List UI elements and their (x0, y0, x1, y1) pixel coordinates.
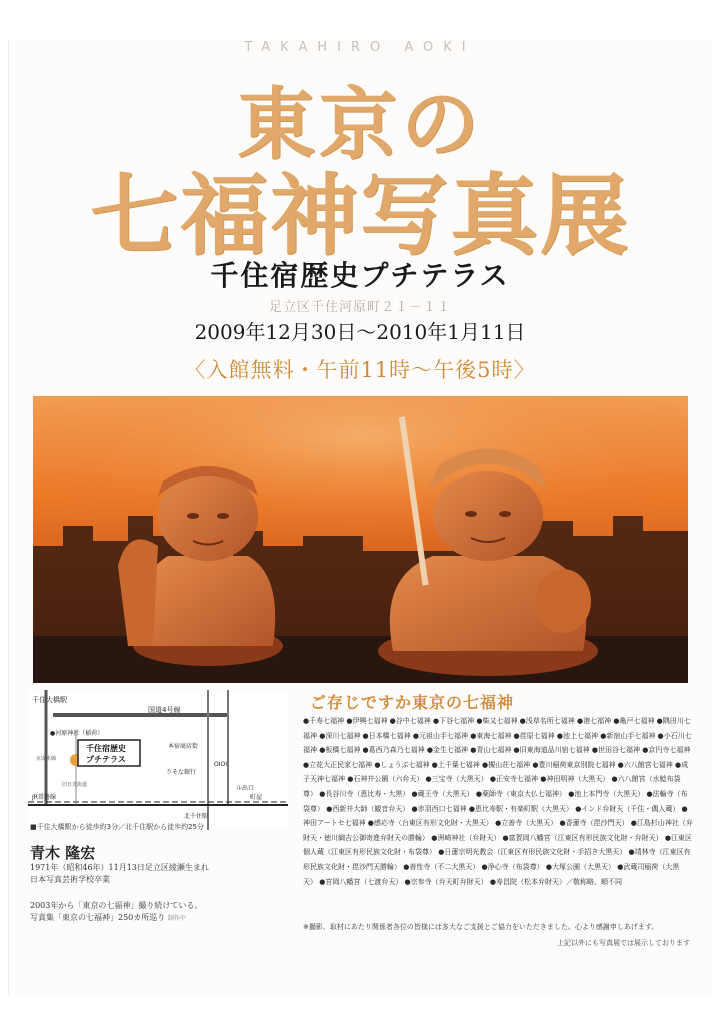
map-label-line2: 旧日光街道 (62, 782, 88, 788)
map-label-venue-1: 千住宿歴史 (86, 744, 126, 753)
project-line1: 2003年から「東京の七福神」撮り続けている。 (30, 901, 203, 910)
map-label-line1: 京成本線 (36, 756, 57, 762)
bio-line2: 日本写真芸術学校卒業 (30, 875, 110, 884)
map-label-bank: りそな銀行 (166, 769, 197, 776)
shrine-section-title: ご存じですか東京の七福神 (310, 693, 515, 712)
map-label-route: 国道4号線 (148, 706, 181, 714)
map-label-exit: ル出口 (236, 785, 255, 792)
venue-address: 足立区千住河原町２１－１１ (268, 300, 451, 315)
opening-hours: 〈入館無料・午前11時～午後5時〉 (184, 358, 536, 382)
map-label-jr-line: JR常磐線 (32, 794, 56, 801)
photographer-project (30, 900, 290, 925)
exhibition-dates: 2009年12月30日～2010年1月11日 (194, 320, 526, 344)
map-label-store: OIOI (214, 761, 227, 768)
access-info: ■千住大橋駅から徒歩約3分／北千住駅から徒歩約25分 (30, 823, 204, 831)
access-map (28, 690, 288, 840)
map-label-station-top: 千住大橋駅 (32, 696, 67, 704)
acknowledgement-note: ※撮影、取材にあたり関係者各位の皆様には多大なご支援とご協力をいただきました。心より感謝申しあげます。 (303, 923, 659, 931)
map-label-station-bottom: 北千住駅 (184, 813, 209, 820)
hero-photo-fukujin-statues (33, 396, 688, 683)
map-label-river: 町屋 (250, 794, 263, 801)
title-line2: 七福神写真展 (89, 163, 630, 267)
venue-name: 千住宿歴史プチテラス (210, 259, 510, 292)
project-suffix: 制作中 (167, 915, 186, 922)
map-label-shrine: ●河原神社（稲荷） (50, 730, 104, 737)
title-line1: 東京の (236, 79, 483, 170)
map-label-district: 本宿商店街 (168, 743, 199, 750)
photographer-bio (30, 862, 290, 886)
photographer-name: 青木 隆宏 (30, 844, 96, 862)
footnote: 上記以外にも写真展では展示しております (557, 939, 690, 947)
bio-line1: 1971年（昭和46年）11月13日足立区綾瀬生まれ (30, 863, 209, 872)
project-line2: 写真集「東京の七福神」250カ所巡り (30, 913, 166, 922)
shrine-list: ●千寿七福神 ●伊興七福神 ●谷中七福神 ●下谷七福神 ●柴又七福神 ●浅草名所七福神 ●港七福神 ●亀戸七福神 ●隅田川七福神 ●深川七福神 ●日本橋七福神 ●元祖山手七福神 ●東海七福神 ●荏原七福神 ●池上七福神 ●新宿山手七福神 ●小石川七福神 ●板橋七福神 ●葛西乃森乃七福神 ●金生七福神 ●青山七福神 ●旧東海道品川宿七福神 ●世田谷七福神 ●京円寺七福神 ●立花大正民家七福神 ●しょうぶ七福神 ●上千葉七福神 ●槻山荘七福神 ●豊川稲荷東京別院七福神 ●六八館宮七福神 ●成子天神七福神 ●石神井公園（六弁天） ●三宝寺（大黒天） ●正安寺七福神 ●神田明神（大黒天） ●六八館宮（水鯰布袋尊） ●長谷川寺（恵比寿・大黒） ●蔵王寺（大黒天） ●薬師寺（東京大仏七福神） ●池上本門寺（大黒天） ●法輪寺（布袋尊） ●西新井大師（観音弁天） ●赤羽西口七福神 ●恵比寿駅・有楽町駅（大黒天） ●インド弁財天（千住・偶人蔵） ●神田アートセ七福神 ●感応寺（台東区有形文化財・大黒天） ●立善寺（大黒天） ●香蓮寺（毘沙門天） ●江島杉山神社（弁財天・徳川綱吉公御寄進弁財天の勝輪） ●洲崎神社（弁財天） ●富賀岡八幡宮（江東区有形民族文化財・弁財天） ●江東区個人蔵（江東区有形民族文化財・布袋尊） ●日蓮宗明光教会（江東区有形民族文化財・手招き大黒天） ●靖林寺（江東区有形民族文化財・毘沙門天勝輪） ●善性寺（不二大黒天） ●浄心寺（布袋尊） ●大塚公園（大黒天） ●武蔵司稲荷（大黒天） ●宮岡八幡宮（七渡弁天） ●宗参寺（弁天町弁財天） ●寿昌院（松本弁財天）／敬称略、順不同 (303, 717, 693, 886)
photographer-romaji: TAKAHIRO AOKI (244, 40, 476, 55)
map-label-venue-2: プチテラス (86, 755, 126, 764)
